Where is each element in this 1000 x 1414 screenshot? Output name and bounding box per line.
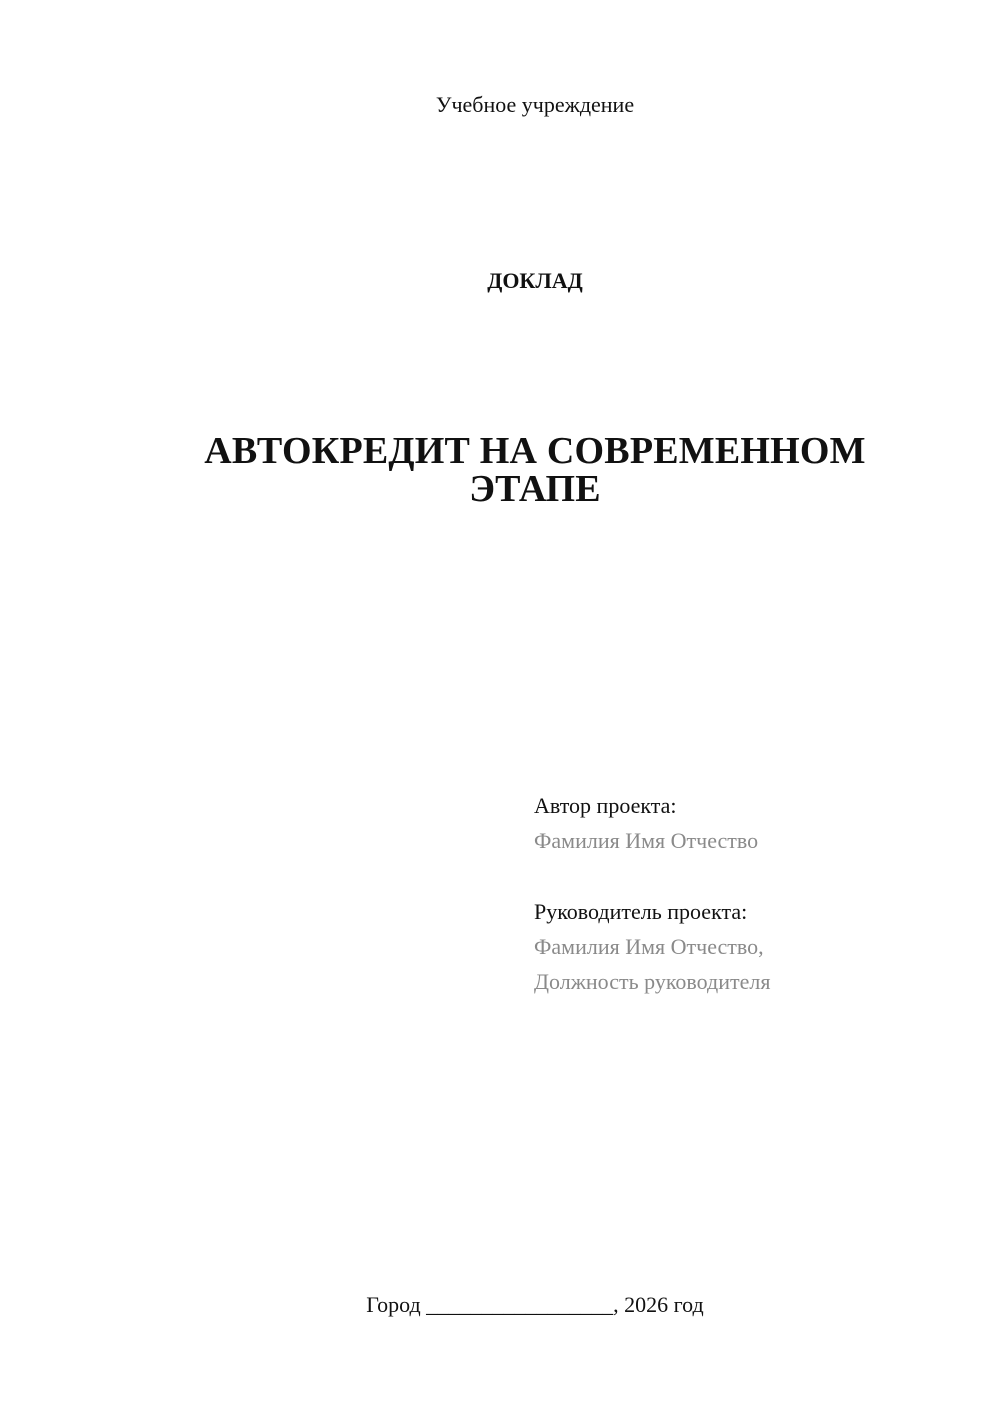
city-year-line: Город _________________, 2026 год xyxy=(366,1292,704,1317)
credits-block xyxy=(534,788,974,999)
document-title xyxy=(170,432,900,508)
supervisor-position: Должность руководителя xyxy=(534,969,771,994)
document-type: ДОКЛАД xyxy=(487,268,583,293)
supervisor-label: Руководитель проекта: xyxy=(534,899,748,924)
document-title-line-1: АВТОКРЕДИТ НА СОВРЕМЕННОМ xyxy=(204,430,866,472)
author-label: Автор проекта: xyxy=(534,793,677,818)
document-title-line-2: ЭТАПЕ xyxy=(469,468,601,510)
credits-spacer xyxy=(534,858,974,894)
institution-name: Учебное учреждение xyxy=(435,92,635,117)
supervisor-name: Фамилия Имя Отчество, xyxy=(534,934,764,959)
author-name: Фамилия Имя Отчество xyxy=(534,828,759,853)
